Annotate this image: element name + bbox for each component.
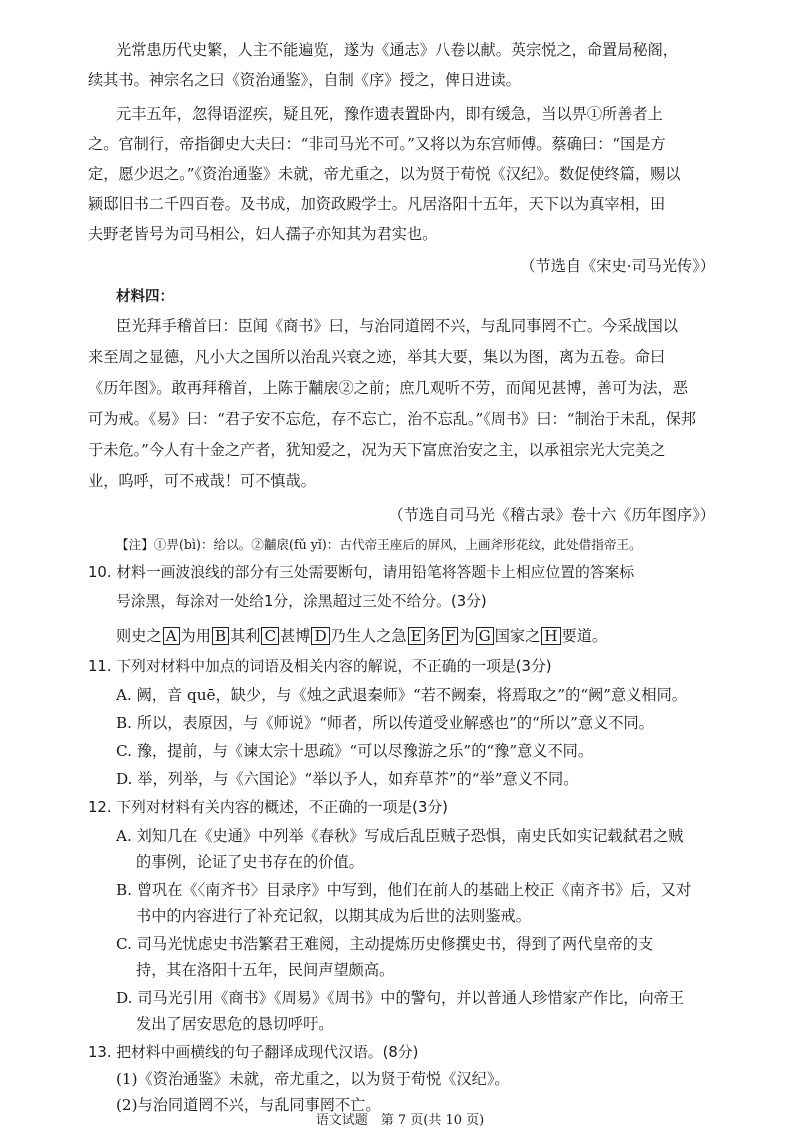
- q11-option-a: A. 阙，音 quē，缺少，与《烛之武退秦师》“若不阙秦，将焉取之”的“阙”意义相同。: [116, 686, 687, 704]
- q12-option-b-line-2: 书中的内容进行了补充记叙，以期其成为后世的法则鉴戒。: [136, 907, 531, 925]
- passage3-line-2: 续其书。神宗名之曰《资治通鉴》，自制《序》授之，俾日进读。: [88, 71, 521, 89]
- q10-answer-row: [116, 626, 607, 646]
- passage3-line-6: 颍邸旧书二千四百卷。及书成，加资政殿学士。凡居洛阳十五年，天下以为真宰相，田: [88, 195, 666, 213]
- passage3-line-5: 定，愿少迟之。”《资治通鉴》未就，帝尤重之，以为贤于荀悦《汉纪》。数促使终篇，赐以: [88, 165, 681, 183]
- q10-segment: 甚博: [280, 627, 311, 645]
- q12-option-b-line-1: B. 曾巩在《〈南齐书〉目录序》中写到，他们在前人的基础上校正《南齐书》后，又对: [116, 881, 692, 899]
- q13-item-1: (1)《资治通鉴》未就，帝尤重之，以为贤于荀悦《汉纪》。: [116, 1070, 510, 1088]
- q10-mark-box[interactable]: E: [408, 627, 425, 645]
- q12-option-c-line-2: 持，其在洛阳十五年，民间声望颇高。: [136, 961, 395, 979]
- passage4-heading: 材料四：: [116, 289, 174, 305]
- q10-mark-box[interactable]: D: [311, 627, 329, 645]
- q10-segment: 则史之: [116, 627, 162, 645]
- q10-mark-box[interactable]: G: [476, 627, 494, 645]
- q13-stem: 13. 把材料中画横线的句子翻译成现代汉语。(8分): [88, 1044, 419, 1061]
- passage4-line-3: 《历年图》。敢再拜稽首，上陈于黼扆②之前；庶几观听不劳，而闻见甚博，善可为法，恶: [88, 379, 688, 397]
- q10-segment: 乃生人之急: [330, 627, 407, 645]
- q10-mark-box[interactable]: H: [541, 627, 560, 645]
- q10-segment: 务: [425, 627, 441, 645]
- q11-option-c: C. 豫，提前，与《谏太宗十思疏》“可以尽豫游之乐”的“豫”意义不同。: [116, 742, 594, 760]
- passage4-source: （节选自司马光《稽古录》卷十六《历年图序》）: [388, 506, 715, 524]
- q10-mark-box[interactable]: F: [442, 627, 459, 645]
- q10-mark-box[interactable]: B: [212, 627, 229, 645]
- q12-option-a-line-2: 的事例，论证了史书存在的价值。: [136, 853, 364, 871]
- q13-item-2: (2)与治同道罔不兴，与乱同事罔不亡。: [116, 1096, 381, 1114]
- passage4-line-5: 于未危。”今人有十金之产者，犹知爱之，况为天下富庶治安之主，以承祖宗光大完美之: [88, 441, 666, 459]
- q12-option-a-line-1: A. 刘知几在《史通》中列举《春秋》写成后乱臣贼子恐惧，南史氏如实记载弑君之贼: [116, 827, 684, 845]
- passage4-line-2: 来至周之显德，凡小大之国所以治乱兴衰之迹，举其大要，集以为图，离为五卷。命曰: [88, 348, 666, 366]
- q11-option-b: B. 所以，表原因，与《师说》“师者，所以传道受业解惑也”的“所以”意义不同。: [116, 714, 654, 732]
- passage4-line-4: 可为戒。《易》曰：“君子安不忘危，存不忘亡，治不忘乱。”《周书》曰：“制治于未乱，保邦: [88, 410, 696, 428]
- q10-segment: 国家之: [494, 627, 541, 645]
- q10-segment: 为: [459, 627, 475, 645]
- q12-stem: 12. 下列对材料有关内容的概述，不正确的一项是(3分): [88, 799, 448, 816]
- page-footer: 语文试题 第 7 页(共 10 页): [315, 1113, 485, 1128]
- q10-segment: 其利: [230, 627, 261, 645]
- passage3-line-1: 光常患历代史繁，人主不能遍览，遂为《通志》八卷以献。英宗悦之，命置局秘阁，: [116, 41, 678, 59]
- passage3-source: （节选自《宋史·司马光传》）: [520, 257, 715, 275]
- passage3-line-7: 夫野老皆号为司马相公，妇人孺子亦知其为君实也。: [88, 225, 438, 243]
- q12-option-d-line-1: D. 司马光引用《商书》《周易》《周书》中的警句，并以普通人珍惜家产作比，向帝王: [116, 989, 685, 1007]
- q10-mark-box[interactable]: A: [163, 627, 180, 645]
- q10-mark-box[interactable]: C: [261, 627, 279, 645]
- q11-stem: 11. 下列对材料中加点的词语及相关内容的解说，不正确的一项是(3分): [88, 658, 552, 675]
- q12-option-c-line-1: C. 司马光忧虑史书浩繁君王难阅，主动提炼历史修撰史书，得到了两代皇帝的支: [116, 935, 654, 953]
- passage3-line-4: 之。官制行，帝指御史大夫曰：“非司马光不可。”又将以为东宫师傅。蔡确曰：“国是方: [88, 135, 666, 153]
- passage3-line-3: 元丰五年，忽得语涩疾，疑且死，豫作遗表置卧内，即有缓急，当以畀①所善者上: [116, 105, 663, 123]
- annotation-note: 【注】①畀(bì)：给以。②黼扆(fǔ yǐ)：古代帝王座后的屏风，上画斧形花纹，此处借指帝王。: [116, 537, 642, 552]
- q11-option-d: D. 举，列举，与《六国论》“举以予人，如弃草芥”的“举”意义不同。: [116, 770, 579, 788]
- passage4-line-1: 臣光拜手稽首曰：臣闻《商书》曰，与治同道罔不兴，与乱同事罔不亡。今采战国以: [116, 317, 678, 335]
- passage4-line-6: 业，呜呼，可不戒哉！可不慎哉。: [88, 472, 316, 490]
- q12-option-d-line-2: 发出了居安思危的恳切呼吁。: [136, 1015, 334, 1033]
- q10-stem-line-1: 10. 材料一画波浪线的部分有三处需要断句，请用铅笔将答题卡上相应位置的答案标: [88, 564, 635, 581]
- q10-stem-line-2: 号涂黑，每涂对一处给1分，涂黑超过三处不给分。(3分): [116, 593, 487, 610]
- q10-segment: 为用: [180, 627, 211, 645]
- q10-segment: 要道。: [561, 627, 608, 645]
